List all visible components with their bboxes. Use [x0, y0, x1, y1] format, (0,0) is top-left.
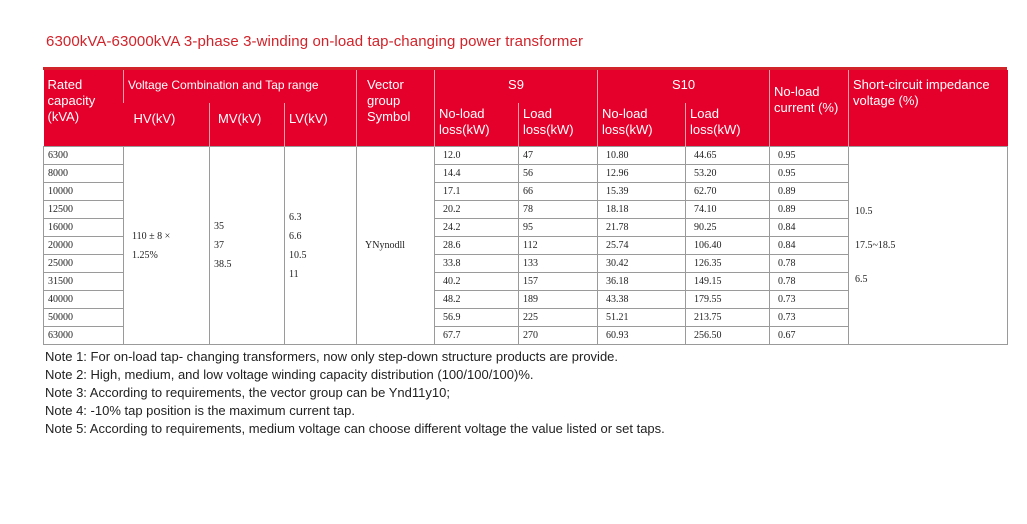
spec-table — [43, 70, 1008, 345]
cell-s9-no-load-loss: 14.4 — [435, 165, 519, 183]
header-vector-group: Vector group Symbol — [357, 70, 435, 147]
cell-no-load-current: 0.78 — [770, 273, 849, 291]
header-short-circuit: Short-circuit impedance voltage (%) — [849, 70, 1008, 147]
mv-value: 35 — [214, 221, 224, 232]
cell-capacity: 8000 — [44, 165, 124, 183]
cell-mv-values — [210, 147, 285, 345]
cell-s10-no-load-loss: 43.38 — [598, 291, 686, 309]
notes — [45, 348, 665, 438]
note-5: Note 5: According to requirements, medium voltage can choose different voltage the value listed or set taps. — [45, 421, 665, 436]
cell-lv-values — [285, 147, 357, 345]
header-no-load-current: No-load current (%) — [770, 70, 849, 147]
short-circuit-value: 10.5 — [855, 205, 873, 217]
hv-range-line-1: 110 ± 8 × — [132, 230, 171, 242]
cell-capacity: 63000 — [44, 327, 124, 345]
cell-s9-load-loss: 270 — [519, 327, 598, 345]
lv-value: 11 — [289, 268, 299, 280]
header-rated-capacity: Rated capacity (kVA) — [44, 70, 124, 147]
cell-s9-no-load-loss: 17.1 — [435, 183, 519, 201]
cell-capacity: 10000 — [44, 183, 124, 201]
cell-s9-no-load-loss: 24.2 — [435, 219, 519, 237]
cell-s10-no-load-loss: 36.18 — [598, 273, 686, 291]
cell-s9-load-loss: 78 — [519, 201, 598, 219]
cell-s10-load-loss: 126.35 — [686, 255, 770, 273]
cell-s9-load-loss: 112 — [519, 237, 598, 255]
cell-capacity: 40000 — [44, 291, 124, 309]
cell-s9-load-loss: 189 — [519, 291, 598, 309]
cell-hv-range — [124, 147, 210, 345]
cell-vector-group: YNynodll — [357, 147, 435, 345]
cell-no-load-current: 0.84 — [770, 219, 849, 237]
cell-no-load-current: 0.73 — [770, 291, 849, 309]
header-s10-load-loss: Load loss(kW) — [686, 103, 770, 147]
note-1: Note 1: For on-load tap- changing transformers, now only step-down structure products are provide. — [45, 349, 619, 364]
cell-no-load-current: 0.89 — [770, 183, 849, 201]
cell-capacity: 31500 — [44, 273, 124, 291]
cell-no-load-current: 0.73 — [770, 309, 849, 327]
cell-s10-load-loss: 74.10 — [686, 201, 770, 219]
cell-capacity: 20000 — [44, 237, 124, 255]
header-lv: LV(kV) — [285, 103, 357, 147]
cell-s10-load-loss: 179.55 — [686, 291, 770, 309]
cell-s9-no-load-loss: 20.2 — [435, 201, 519, 219]
cell-no-load-current: 0.78 — [770, 255, 849, 273]
header-voltage-combination: Voltage Combination and Tap range — [124, 70, 357, 103]
lv-value: 10.5 — [289, 249, 307, 261]
cell-s9-load-loss: 157 — [519, 273, 598, 291]
cell-s10-load-loss: 106.40 — [686, 237, 770, 255]
header-s9: S9 — [435, 70, 598, 103]
cell-s10-load-loss: 53.20 — [686, 165, 770, 183]
cell-s10-load-loss: 149.15 — [686, 273, 770, 291]
cell-s10-load-loss: 44.65 — [686, 147, 770, 165]
cell-s10-no-load-loss: 25.74 — [598, 237, 686, 255]
cell-s10-load-loss: 62.70 — [686, 183, 770, 201]
cell-short-circuit — [849, 147, 1008, 345]
cell-s9-no-load-loss: 33.8 — [435, 255, 519, 273]
header-s10-no-load-loss: No-load loss(kW) — [598, 103, 686, 147]
note-2: Note 2: High, medium, and low voltage winding capacity distribution (100/100/100)%. — [45, 367, 534, 382]
cell-capacity: 50000 — [44, 309, 124, 327]
cell-no-load-current: 0.89 — [770, 201, 849, 219]
cell-no-load-current: 0.95 — [770, 147, 849, 165]
cell-no-load-current: 0.95 — [770, 165, 849, 183]
header-s9-load-loss: Load loss(kW) — [519, 103, 598, 147]
cell-s10-load-loss: 90.25 — [686, 219, 770, 237]
mv-value: 37 — [214, 240, 224, 251]
cell-no-load-current: 0.67 — [770, 327, 849, 345]
cell-s10-no-load-loss: 12.96 — [598, 165, 686, 183]
cell-s9-load-loss: 56 — [519, 165, 598, 183]
cell-s9-load-loss: 95 — [519, 219, 598, 237]
cell-s10-no-load-loss: 10.80 — [598, 147, 686, 165]
header-s9-no-load-loss: No-load loss(kW) — [435, 103, 519, 147]
cell-capacity: 25000 — [44, 255, 124, 273]
page-title: 6300kVA-63000kVA 3-phase 3-winding on-load tap-changing power transformer — [46, 33, 584, 50]
table-row — [44, 147, 1008, 165]
cell-s9-no-load-loss: 40.2 — [435, 273, 519, 291]
cell-s9-no-load-loss: 56.9 — [435, 309, 519, 327]
cell-s10-no-load-loss: 21.78 — [598, 219, 686, 237]
cell-s9-no-load-loss: 12.0 — [435, 147, 519, 165]
mv-value: 38.5 — [214, 259, 232, 270]
note-4: Note 4: -10% tap position is the maximum current tap. — [45, 403, 355, 418]
header-hv: HV(kV) — [124, 103, 210, 147]
cell-s9-load-loss: 47 — [519, 147, 598, 165]
lv-value: 6.6 — [289, 230, 302, 242]
cell-s9-load-loss: 133 — [519, 255, 598, 273]
cell-s10-no-load-loss: 51.21 — [598, 309, 686, 327]
cell-s10-no-load-loss: 60.93 — [598, 327, 686, 345]
cell-capacity: 12500 — [44, 201, 124, 219]
cell-no-load-current: 0.84 — [770, 237, 849, 255]
short-circuit-value: 17.5~18.5 — [855, 239, 896, 251]
cell-s9-no-load-loss: 28.6 — [435, 237, 519, 255]
header-s10: S10 — [598, 70, 770, 103]
cell-s10-no-load-loss: 15.39 — [598, 183, 686, 201]
short-circuit-value: 6.5 — [855, 273, 868, 285]
cell-s10-load-loss: 256.50 — [686, 327, 770, 345]
cell-s9-load-loss: 66 — [519, 183, 598, 201]
header-mv: MV(kV) — [210, 103, 285, 147]
cell-capacity: 16000 — [44, 219, 124, 237]
hv-range-line-2: 1.25% — [132, 249, 158, 261]
lv-value: 6.3 — [289, 211, 302, 223]
cell-capacity: 6300 — [44, 147, 124, 165]
cell-s10-no-load-loss: 30.42 — [598, 255, 686, 273]
cell-s10-no-load-loss: 18.18 — [598, 201, 686, 219]
cell-s9-load-loss: 225 — [519, 309, 598, 327]
cell-s9-no-load-loss: 67.7 — [435, 327, 519, 345]
cell-s9-no-load-loss: 48.2 — [435, 291, 519, 309]
cell-s10-load-loss: 213.75 — [686, 309, 770, 327]
note-3: Note 3: According to requirements, the vector group can be Ynd11y10; — [45, 385, 450, 400]
